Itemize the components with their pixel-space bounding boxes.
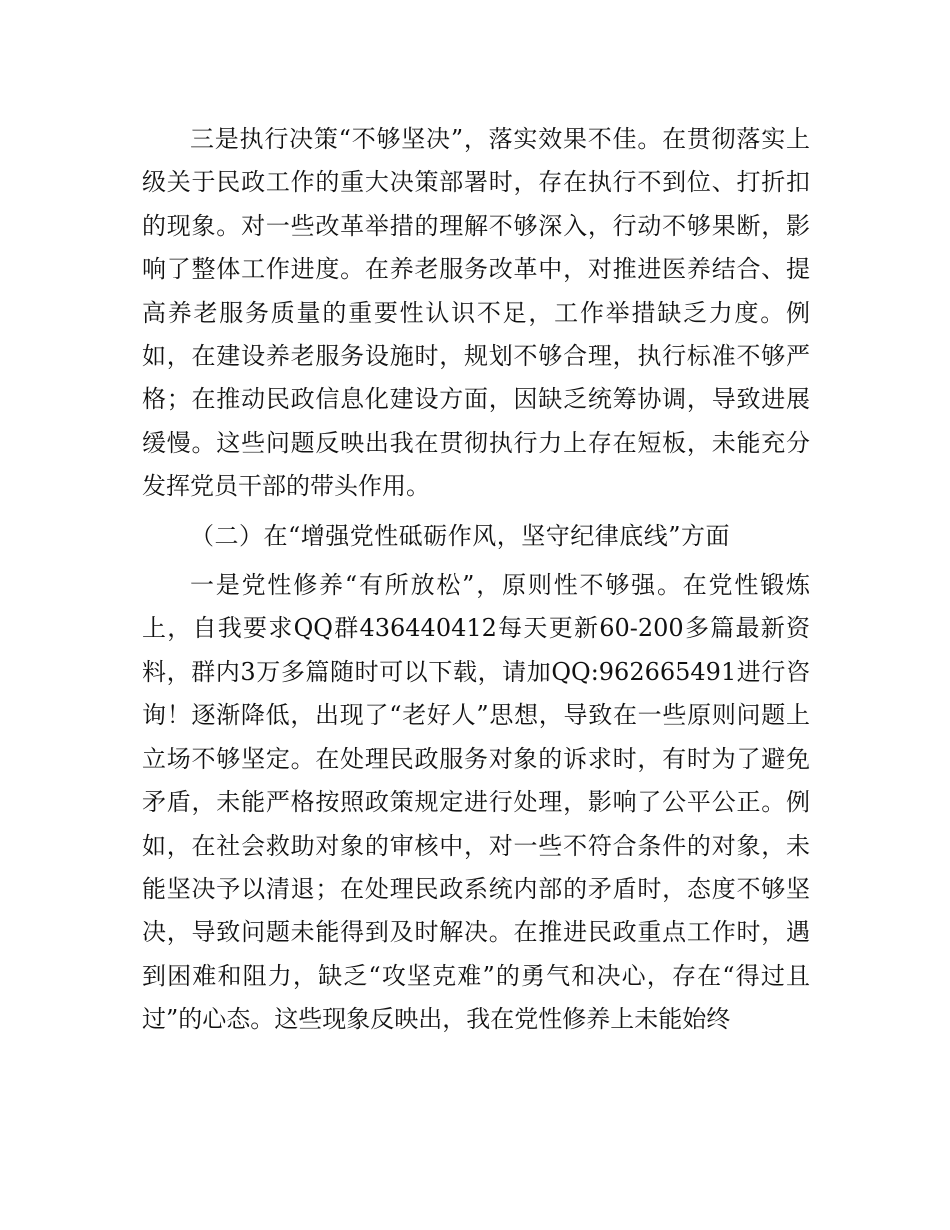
document-page	[142, 118, 810, 1042]
paragraph-execution-decision: 三是执行决策“不够坚决”，落实效果不佳。在贯彻落实上级关于民政工作的重大决策部署时，存在执行不到位、打折扣的现象。对一些改革举措的理解不够深入，行动不够果断，影响了整体工作进度。在养老服务改革中，对推进医养结合、提高养老服务质量的重要性认识不足，工作举措缺乏力度。例如，在建设养老服务设施时，规划不够合理，执行标准不够严格；在推动民政信息化建设方面，因缺乏统筹协调，导致进展缓慢。这些问题反映出我在贯彻执行力上存在短板，未能充分发挥党员干部的带头作用。	[142, 125, 810, 501]
paragraph-party-spirit: 一是党性修养“有所放松”，原则性不够强。在党性锻炼上，自我要求QQ群436440412每天更新60-200多篇最新资料，群内3万多篇随时可以下载，请加QQ:962665491进行咨询！逐渐降低，出现了“老好人”思想，导致在一些原则问题上立场不够坚定。在处理民政服务对象的诉求时，有时为了避免矛盾，未能严格按照政策规定进行处理，影响了公平公正。例如，在社会救助对象的审核中，对一些不符合条件的对象，未能坚决予以清退；在处理民政系统内部的矛盾时，态度不够坚决，导致问题未能得到及时解决。在推进民政重点工作时，遇到困难和阻力，缺乏“攻坚克难”的勇气和决心，存在“得过且过”的心态。这些现象反映出，我在党性修养上未能始终	[142, 571, 810, 1034]
section-heading: （二）在“增强党性砥砺作风，坚守纪律底线”方面	[190, 521, 731, 550]
